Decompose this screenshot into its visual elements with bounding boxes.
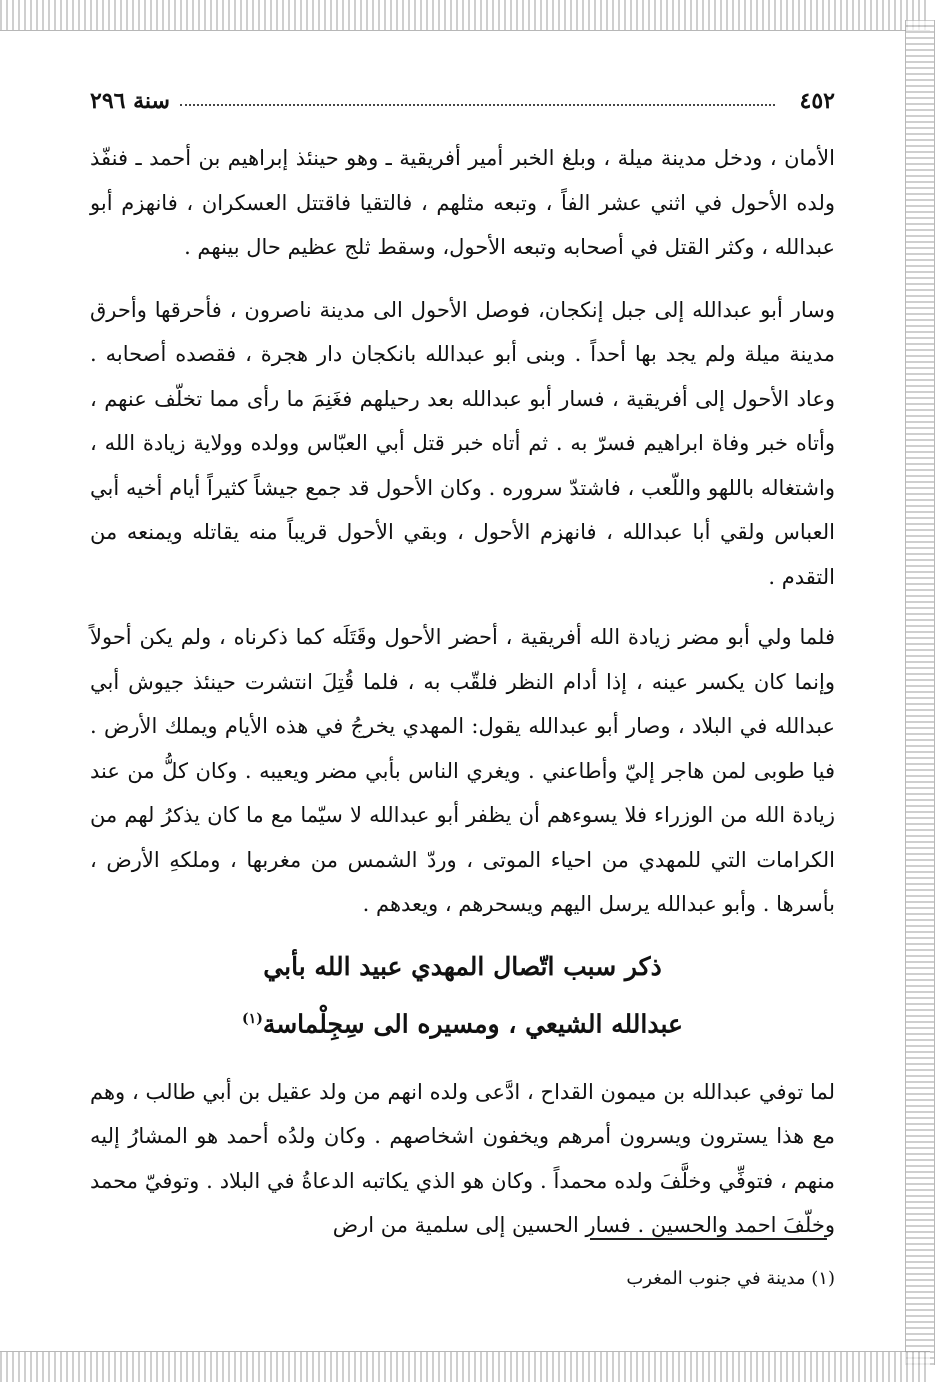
decorative-border-top (0, 0, 930, 31)
paragraph-3: فلما ولي أبو مضر زيادة الله أفريقية ، أحضر الأحول وقَتَلَه كما ذكرناه ، ولم يكن أحولاً وإنما كان يكسر عينه ، إذا أدام النظر فلقّب به ، فلما قُتِلَ انتشرت حينئذ جيوش أبي عبدالله في البلاد ، وصار أبو عبدالله يقول: المهدي يخرجُ في هذه الأيام ويملك الأرض . فيا طوبى لمن هاجر إليّ وأطاعني . ويغري الناس بأبي مضر ويعيبه . وكان كلُّ من عند زيادة الله من الوزراء فلا يسوءهم أن يظفر أبو عبدالله لا سيّما مع ما كان يذكرُ لهم من الكرامات التي للمهدي من احياء الموتى ، وردّ الشمس من مغربها ، وملكهِ الأرض ، بأسرها . وأبو عبدالله يرسل اليهم ويسحرهم ، ويعدهم . (90, 625, 835, 916)
paragraph-4: لما توفي عبدالله بن ميمون القداح ، ادَّعى ولده انهم من ولد عقيل بن أبي طالب ، وهم مع هذا يسترون ويسرون أمرهم ويخفون اشخاصهم . وكان ولدُه أحمد هو المشارُ إليه منهم ، فتوفِّي وخلَّفَ ولده محمداً . وكان هو الذي يكاتبه الدعاةُ في البلاد . وتوفيّ محمد وخلّفَ احمد والحسين . فسار الحسين إلى سلمية من ارض (90, 1079, 835, 1238)
footnote-divider (590, 1238, 827, 1240)
header-dotted-leader (180, 104, 775, 106)
decorative-border-bottom (0, 1351, 930, 1382)
paragraph-2: وسار أبو عبدالله إلى جبل إنكجان، فوصل الأحول الى مدينة ناصرون ، فأحرقها وأحرق مدينة ميلة ولم يجد بها أحداً . وبنى أبو عبدالله بانكجان دار هجرة ، فقصده أصحابه . وعاد الأحول إلى أفريقية ، فسار أبو عبدالله بعد رحيلهم فغَنِمَ ما رأى مما تخلّف عنهم ، وأتاه خبر وفاة ابراهيم فسرّ به . ثم أتاه خبر قتل أبي العبّاس وولده وولاية زيادة الله ، واشتغاله باللهو واللّعب ، فاشتدّ سروره . وكان الأحول قد جمع جيشاً كثيراً أيام أخيه أبي العباس ولقي أبا عبدالله ، فانهزم الأحول ، وبقي الأحول قريباً منه يقاتله ويمنعه من التقدم . (90, 297, 835, 589)
decorative-border-right (905, 20, 935, 1365)
section-heading-line-2-text: عبدالله الشيعي ، ومسيره الى سِجِلْماسة (262, 1008, 683, 1038)
section-heading-line-1: ذكر سبب اتّصال المهدي عبيد الله بأبي (263, 951, 662, 981)
year-label: سنة ٢٩٦ (90, 88, 170, 114)
book-page (90, 88, 835, 1248)
section-heading (90, 941, 835, 1050)
running-header (90, 88, 835, 128)
page-number: ٤٥٢ (799, 88, 835, 114)
section-heading-line-2 (90, 993, 835, 1050)
footnote: (١) مدينة في جنوب المغرب (626, 1268, 835, 1289)
paragraph-1: الأمان ، ودخل مدينة ميلة ، وبلغ الخبر أمير أفريقية ـ وهو حينئذ إبراهيم بن أحمد ـ فنفّذ ولده الأحول في اثني عشر الفاً ، وتبعه مثلهم ، فالتقيا فاقتتل العسكران ، فانهزم أبو عبدالله ، وكثر القتل في أصحابه وتبعه الأحول، وسقط ثلج عظيم حال بينهم . (90, 146, 835, 259)
footnote-marker: (١) (242, 1010, 263, 1027)
